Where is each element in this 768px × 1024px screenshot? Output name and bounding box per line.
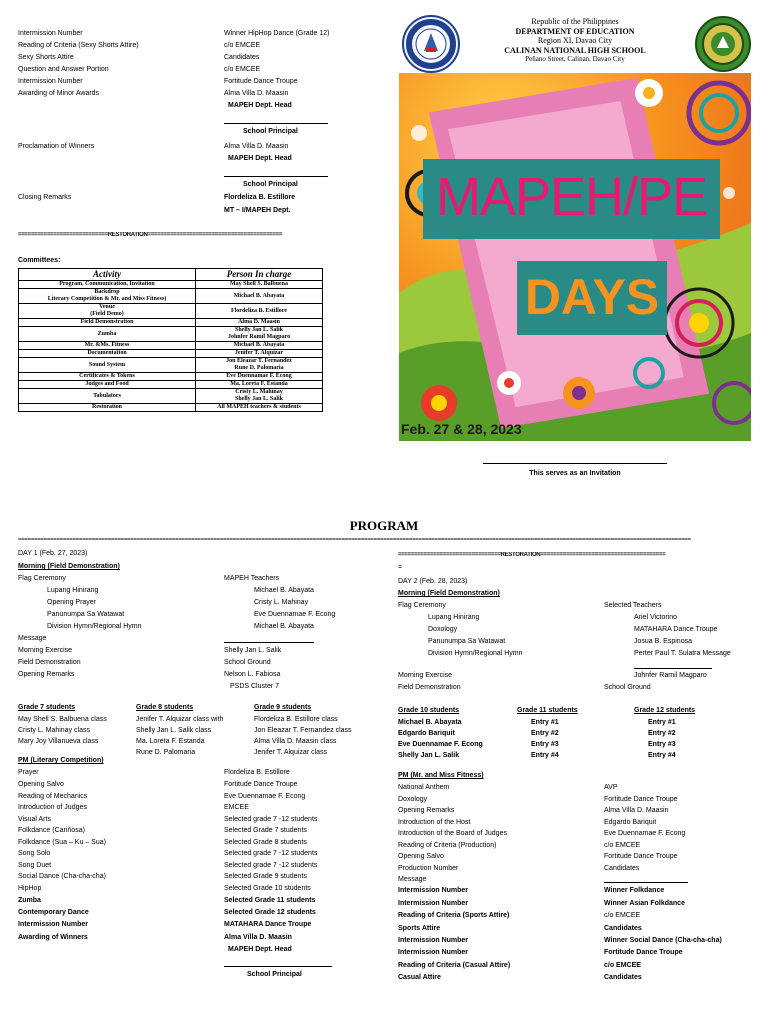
day2-flag-person: Ariel Victorino xyxy=(634,614,678,621)
program-person: c/o EMCEE xyxy=(224,66,261,73)
pm-activity: Introduction of Judges xyxy=(18,804,87,811)
pm-person: Selected Grade 9 students xyxy=(224,873,307,880)
cell-person: Eve Duennamae F. Econg xyxy=(196,373,323,381)
cell-activity: Documentation xyxy=(19,350,196,358)
header-republic: Republic of the Philippines xyxy=(531,17,619,26)
day1-flag-person: MAPEH Teachers xyxy=(224,575,280,582)
pm-person: Edgardo Bariquit xyxy=(604,819,657,826)
grade-heading: Grade 8 students xyxy=(136,704,194,711)
pm-activity: Sports Attire xyxy=(398,925,441,932)
program-person: Candidates xyxy=(224,54,260,61)
table-row xyxy=(19,381,323,389)
signature-line xyxy=(604,882,688,883)
committees-table xyxy=(18,268,323,412)
school-seal-icon xyxy=(695,16,751,72)
pm-activity: Song Solo xyxy=(18,850,51,857)
table-row xyxy=(19,389,323,404)
day2-johnfer: Johnfer Ramil Magparo xyxy=(634,672,707,679)
grade-entry: Entry #4 xyxy=(531,752,559,759)
grade-entry: Jenifer T. Alquizar class with xyxy=(136,716,224,723)
table-row xyxy=(19,404,323,412)
table-row xyxy=(19,327,323,342)
program-activity: Intermission Number xyxy=(18,78,83,85)
header-activity: Activity xyxy=(19,269,196,281)
mapeh-head-title: MAPEH Dept. Head xyxy=(228,102,292,109)
grade-entry: Jenifer T. Alquizar class xyxy=(254,749,328,756)
grade-entry: Entry #3 xyxy=(531,741,559,748)
grade-entry: Mary Joy Villanueva class xyxy=(18,738,99,745)
closing-title: MT – I/MAPEH Dept. xyxy=(224,207,291,214)
grade-entry: Entry #2 xyxy=(648,730,676,737)
pm-activity: Social Dance (Cha-cha-cha) xyxy=(18,873,106,880)
day2-flag-item: Doxology xyxy=(428,626,458,633)
grade-heading: Grade 12 students xyxy=(634,707,696,714)
table-row xyxy=(19,281,323,289)
cell-person: Cristy L. Mahinay Shelly Jan L. Salik xyxy=(196,389,323,404)
day1-flag: Flag Ceremony xyxy=(18,575,66,582)
pm-person: Winner Asian Folkdance xyxy=(604,900,685,907)
day2-morning-heading: Morning (Field Demonstration) xyxy=(398,590,500,597)
pm-activity: Opening Remarks xyxy=(398,807,455,814)
committees-title: Committees: xyxy=(18,257,61,264)
pm-person: Fortitude Dance Troupe xyxy=(604,949,683,956)
cell-person: Alma D. Maasin xyxy=(196,319,323,327)
grade-entry: Entry #4 xyxy=(648,752,676,759)
pm-person: Candidates xyxy=(604,974,642,981)
day2-morning-exercise: Morning Exercise xyxy=(398,672,453,679)
cell-person: Jon Eleazar T. Fernandez Rune D. Palomaria xyxy=(196,358,323,373)
cell-person: All MAPEH teachers & students xyxy=(196,404,323,412)
pm-activity: Opening Salvo xyxy=(18,781,64,788)
principal-title: School Principal xyxy=(243,181,298,188)
grade-entry: May Shell S. Balbuena class xyxy=(18,716,107,723)
restoration-divider: ================================RESTORATION======================================= xyxy=(398,552,666,558)
cover-subtitle: DAYS xyxy=(524,269,660,325)
table-row xyxy=(19,319,323,327)
day1-morning-heading: Morning (Field Demonstration) xyxy=(18,563,120,570)
header-school: CALINAN NATIONAL HIGH SCHOOL xyxy=(504,45,646,55)
day2-title: DAY 2 (Feb. 28, 2023) xyxy=(398,578,468,585)
cell-activity: Mr. &Ms. Fitness xyxy=(19,342,196,350)
pm-activity: Awarding of Winners xyxy=(18,934,88,941)
grade-entry: Edgardo Bariquit xyxy=(398,730,455,737)
pm-activity: Visual Arts xyxy=(18,816,51,823)
mapeh-head-title: MAPEH Dept. Head xyxy=(228,946,292,953)
pm-person: AVP xyxy=(604,784,618,791)
header-deped: DEPARTMENT OF EDUCATION xyxy=(515,26,635,36)
divider-tail: = xyxy=(398,564,403,571)
pm-activity: Intermission Number xyxy=(398,887,469,894)
pm-activity: Reading of Criteria (Casual Attire) xyxy=(398,962,511,969)
pm-activity: Zumba xyxy=(18,897,41,904)
pm-person: Selected grade 7 -12 students xyxy=(224,862,318,869)
pm-activity: Song Duet xyxy=(18,862,52,869)
day2-flag-person: MATAHARA Dance Troupe xyxy=(634,626,718,633)
pm-person: Selected grade 7 -12 students xyxy=(224,850,318,857)
day2-field-demo: Field Demonstration xyxy=(398,684,461,691)
grade-heading: Grade 10 students xyxy=(398,707,460,714)
pm-activity: Reading of Criteria (Production) xyxy=(398,842,497,849)
cell-person: Ma. Loreta F. Estanda xyxy=(196,381,323,389)
program-person: Alma Villa D. Maasin xyxy=(224,143,289,150)
pm-activity: Production Number xyxy=(398,865,459,872)
header-address: Peñano Street, Calinan, Davao City xyxy=(525,55,625,63)
pm-activity: Folkdance (Sua – Ku – Sua) xyxy=(18,839,106,846)
cell-activity: Program, Communication, Invitation xyxy=(19,281,196,289)
cell-person: Flordeliza B. Estillore xyxy=(196,304,323,319)
school-header xyxy=(460,17,690,65)
table-row xyxy=(19,358,323,373)
pm-activity: Intermission Number xyxy=(18,921,89,928)
day1-morning-person: School Ground xyxy=(224,659,271,666)
day2-message: Message xyxy=(398,876,427,883)
day1-morning-item: Field Demonstration xyxy=(18,659,81,666)
grade-entry: Entry #2 xyxy=(531,730,559,737)
pm-person: Winner Folkdance xyxy=(604,887,665,894)
program-person: Flordeliza B. Estillore xyxy=(224,194,296,201)
program-person: Winner HipHop Dance (Grade 12) xyxy=(224,30,330,37)
table-row xyxy=(19,373,323,381)
day1-flag-person: Eve Duennamae F. Econg xyxy=(254,611,336,618)
pm-person: Alma Villa D. Maasin xyxy=(604,807,669,814)
table-row xyxy=(19,342,323,350)
day2-flag-item: Lupang Hinirang xyxy=(428,614,480,621)
cell-activity: Judges and Food xyxy=(19,381,196,389)
pm-activity: Prayer xyxy=(18,769,39,776)
day2-flag: Flag Ceremony xyxy=(398,602,446,609)
cell-activity: Venue (Field Demo) xyxy=(19,304,196,319)
deped-seal-icon xyxy=(402,15,460,73)
day1-morning-item: Morning Exercise xyxy=(18,647,73,654)
pm-person: Selected Grade 8 students xyxy=(224,839,307,846)
cell-activity: Sound System xyxy=(19,358,196,373)
cell-activity: Certificates & Tokens xyxy=(19,373,196,381)
grade-entry: Ma. Loreta F. Estanda xyxy=(136,738,205,745)
signature-line xyxy=(634,668,712,669)
cell-activity: Restoration xyxy=(19,404,196,412)
program-person: Alma Villa D. Maasin xyxy=(224,90,289,97)
pm-activity: Reading of Criteria (Sports Attire) xyxy=(398,912,510,919)
signature-line xyxy=(224,966,332,967)
pm-activity: Intermission Number xyxy=(398,949,469,956)
pm-person: Winner Social Dance (Cha-cha-cha) xyxy=(604,937,722,944)
day1-flag-person: Michael B. Abayata xyxy=(254,623,314,630)
pm-activity: Intermission Number xyxy=(398,937,469,944)
pm-person: Selected Grade 11 students xyxy=(224,897,316,904)
day1-message: Message xyxy=(18,635,47,642)
pm-person: Selected Grade 7 students xyxy=(224,827,307,834)
grade-entry: Rune D. Palomaria xyxy=(136,749,196,756)
pm-activity: Intermission Number xyxy=(398,900,469,907)
table-row xyxy=(19,289,323,304)
pm-person: Fortitude Dance Troupe xyxy=(224,781,298,788)
grade-entry: Cristy L. Mahinay class xyxy=(18,727,90,734)
program-person: Fortitude Dance Troupe xyxy=(224,78,298,85)
school-seal-graphic xyxy=(697,18,749,70)
signature-line xyxy=(224,642,314,643)
cover-decoration xyxy=(399,73,751,441)
pm-activity: Contemporary Dance xyxy=(18,909,89,916)
day2-flag-item: Panunumpa Sa Watawat xyxy=(428,638,506,645)
program-activity: Reading of Criteria (Sexy Shorts Attire) xyxy=(18,42,139,49)
program-activity: Awarding of Minor Awards xyxy=(18,90,100,97)
pm-person: Eve Duennamae F. Econg xyxy=(224,793,306,800)
cover-dates: Feb. 27 & 28, 2023 xyxy=(401,421,522,437)
day1-flag-item: Lupang Hinirang xyxy=(47,587,99,594)
pm-person: Alma Villa D. Maasin xyxy=(224,934,292,941)
restoration-divider: ============================RESTORATION========================================== xyxy=(18,232,283,238)
mapeh-head-title: MAPEH Dept. Head xyxy=(228,155,292,162)
cell-activity: Backdrop Literary Competition & Mr. and Miss Fitness) xyxy=(19,289,196,304)
grade-heading: Grade 7 students xyxy=(18,704,76,711)
cell-activity: Tabulators xyxy=(19,389,196,404)
day2-pm-heading: PM (Mr. and Miss Fitness) xyxy=(398,772,484,779)
day2-flag-person: Josua B. Espinosa xyxy=(634,638,692,645)
day1-flag-item: Opening Prayer xyxy=(47,599,97,606)
pm-person: Selected Grade 10 students xyxy=(224,885,311,892)
program-activity: Proclamation of Winners xyxy=(18,143,95,150)
pm-activity: Folkdance (Cariñosa) xyxy=(18,827,85,834)
principal-title: School Principal xyxy=(247,971,302,978)
cell-activity: Zumba xyxy=(19,327,196,342)
pm-person: c/o EMCEE xyxy=(604,842,641,849)
signature-line xyxy=(224,176,328,177)
grade-entry: Entry #3 xyxy=(648,741,676,748)
grade-heading: Grade 11 students xyxy=(517,707,578,714)
header-region: Region XI, Davao City xyxy=(537,36,613,45)
program-activity: Intermission Number xyxy=(18,30,83,37)
pm-person: MATAHARA Dance Troupe xyxy=(224,921,312,928)
pm-activity: Casual Attire xyxy=(398,974,441,981)
pm-person: Eve Duennamae F. Econg xyxy=(604,830,686,837)
day2-flag-item: Division Hymn/Regional Hymn xyxy=(428,650,523,657)
program-activity: Closing Remarks xyxy=(18,194,72,201)
day1-flag-person: Michael B. Abayata xyxy=(254,587,314,594)
invitation-line xyxy=(483,463,667,464)
pm-activity: Doxology xyxy=(398,796,428,803)
grade-entry: Alma Villa D. Maasin class xyxy=(254,738,337,745)
day1-flag-item: Division Hymn/Regional Hymn xyxy=(47,623,142,630)
pm-activity: Reading of Mechanics xyxy=(18,793,88,800)
day1-flag-item: Panunumpa Sa Watawat xyxy=(47,611,125,618)
program-divider: ================================================================================================================================================================================================================== xyxy=(18,537,691,543)
pm-activity: Opening Salvo xyxy=(398,853,444,860)
grade-entry: Jon Eleazar T. Fernandez class xyxy=(254,727,352,734)
program-activity: Question and Answer Portion xyxy=(18,66,109,73)
pm-person: Fortitude Dance Troupe xyxy=(604,853,678,860)
day2-school-ground: School Ground xyxy=(604,684,651,691)
cell-person: Shelly Jan L. Salik Johnfer Ramil Magparo xyxy=(196,327,323,342)
cell-person: Michael B. Abayata xyxy=(196,342,323,350)
pm-person: Selected grade 7 -12 students xyxy=(224,816,318,823)
cell-activity: Field Demonstration xyxy=(19,319,196,327)
deped-seal-graphic xyxy=(404,17,458,71)
grade-entry: Entry #1 xyxy=(648,719,676,726)
day1-pm-heading: PM (Literary Competition) xyxy=(18,757,104,764)
grade-entry: Eve Duennamae F. Econg xyxy=(398,741,483,748)
signature-line xyxy=(224,123,328,124)
pm-activity: National Anthem xyxy=(398,784,450,791)
table-row xyxy=(19,304,323,319)
principal-title: School Principal xyxy=(243,128,298,135)
pm-person: c/o EMCEE xyxy=(604,962,641,969)
pm-person: Candidates xyxy=(604,925,642,932)
pm-person: Candidates xyxy=(604,865,640,872)
pm-person: Selected Grade 12 students xyxy=(224,909,316,916)
cell-person: Michael B. Abayata xyxy=(196,289,323,304)
cell-person: Jenifer T. Alquizar xyxy=(196,350,323,358)
day1-title: DAY 1 (Feb. 27, 2023) xyxy=(18,550,88,557)
program-person: c/o EMCEE xyxy=(224,42,261,49)
grade-entry: Shelly Jan L. Salik class xyxy=(136,727,212,734)
pm-activity: HipHop xyxy=(18,885,42,892)
day2-flag-person: Selected Teachers xyxy=(604,602,662,609)
day2-flag-person: Perter Paul T. Sulatra Message xyxy=(634,650,731,657)
table-row xyxy=(19,350,323,358)
cover-title: MAPEH/PE xyxy=(435,167,708,227)
pm-person: Flordeliza B. Estillore xyxy=(224,769,290,776)
grade-entry: Shelly Jan L. Salik xyxy=(398,752,460,759)
day1-morning-item: Opening Remarks xyxy=(18,671,75,678)
day1-morning-person: Nelson L. Fabiosa xyxy=(224,671,281,678)
program-title: PROGRAM xyxy=(349,518,419,533)
cover-art xyxy=(399,73,751,441)
pm-activity: Introduction of the Host xyxy=(398,819,471,826)
grade-entry: Flordeliza B. Estillore class xyxy=(254,716,338,723)
grade-entry: Michael B. Abayata xyxy=(398,719,462,726)
invitation-text: This serves as an Invitation xyxy=(529,470,621,477)
day1-flag-person: Cristy L. Mahinay xyxy=(254,599,309,606)
table-header-row xyxy=(19,269,323,281)
day1-morning-person: Shelly Jan L. Salik xyxy=(224,647,282,654)
pm-person: Fortitude Dance Troupe xyxy=(604,796,678,803)
pm-person: EMCEE xyxy=(224,804,249,811)
program-activity: Sexy Shorts Attire xyxy=(18,54,74,61)
grade-entry: Entry #1 xyxy=(531,719,559,726)
day1-psds: PSDS Cluster 7 xyxy=(230,683,280,690)
pm-activity: Introduction of the Board of Judges xyxy=(398,830,507,837)
header-person: Person In charge xyxy=(196,269,323,281)
cell-person: May Shell S. Balbuena xyxy=(196,281,323,289)
grade-heading: Grade 9 students xyxy=(254,704,312,711)
pm-person: c/o EMCEE xyxy=(604,912,641,919)
